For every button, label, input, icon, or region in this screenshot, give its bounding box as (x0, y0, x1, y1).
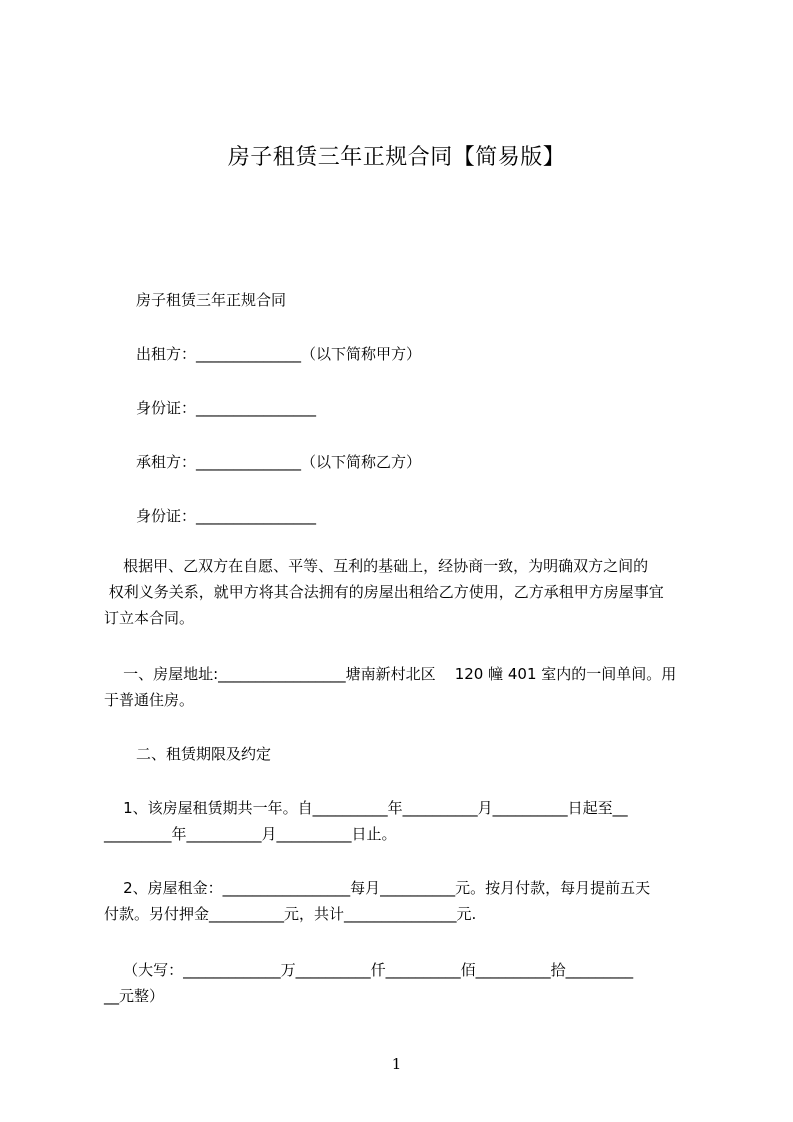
clause-2-1-term: 1、该房屋租赁期共一年。自__________年__________月__________日起至__ _________年__________月__________日止。 (104, 799, 628, 843)
lessor-line: 出租方：______________（以下简称甲方） (136, 345, 422, 363)
lessee-id-line: 身份证：________________ (136, 507, 317, 525)
lessor-id-line: 身份证：________________ (136, 399, 317, 417)
page-number: 1 (391, 1055, 402, 1073)
contract-subtitle: 房子租赁三年正规合同 (136, 291, 287, 309)
clause-1-address: 一、房屋地址:_________________塘南新村北区 120 幢 401 室内的一间单间。用 于普通住房。 (104, 665, 677, 709)
clause-2-2-rent: 2、房屋租金：_________________每月__________元。按月付款，每月提前五天 付款。另付押金__________元，共计_______________元. (104, 879, 651, 923)
lessee-line: 承租方：______________（以下简称乙方） (136, 453, 422, 471)
preamble-paragraph: 根据甲、乙双方在自愿、平等、互利的基础上，经协商一致，为明确双方之间的 权利义务关系，就甲方将其合法拥有的房屋出租给乙方使用，乙方承租甲方房屋事宜 订立本合同。 (104, 557, 664, 627)
clause-2-heading: 二、租赁期限及约定 (136, 745, 272, 763)
document-title: 房子租赁三年正规合同【简易版】 (227, 145, 566, 170)
clause-2-2-amount-uppercase: （大写：_____________万__________仟__________佰__________拾_________ __元整） (104, 961, 634, 1005)
